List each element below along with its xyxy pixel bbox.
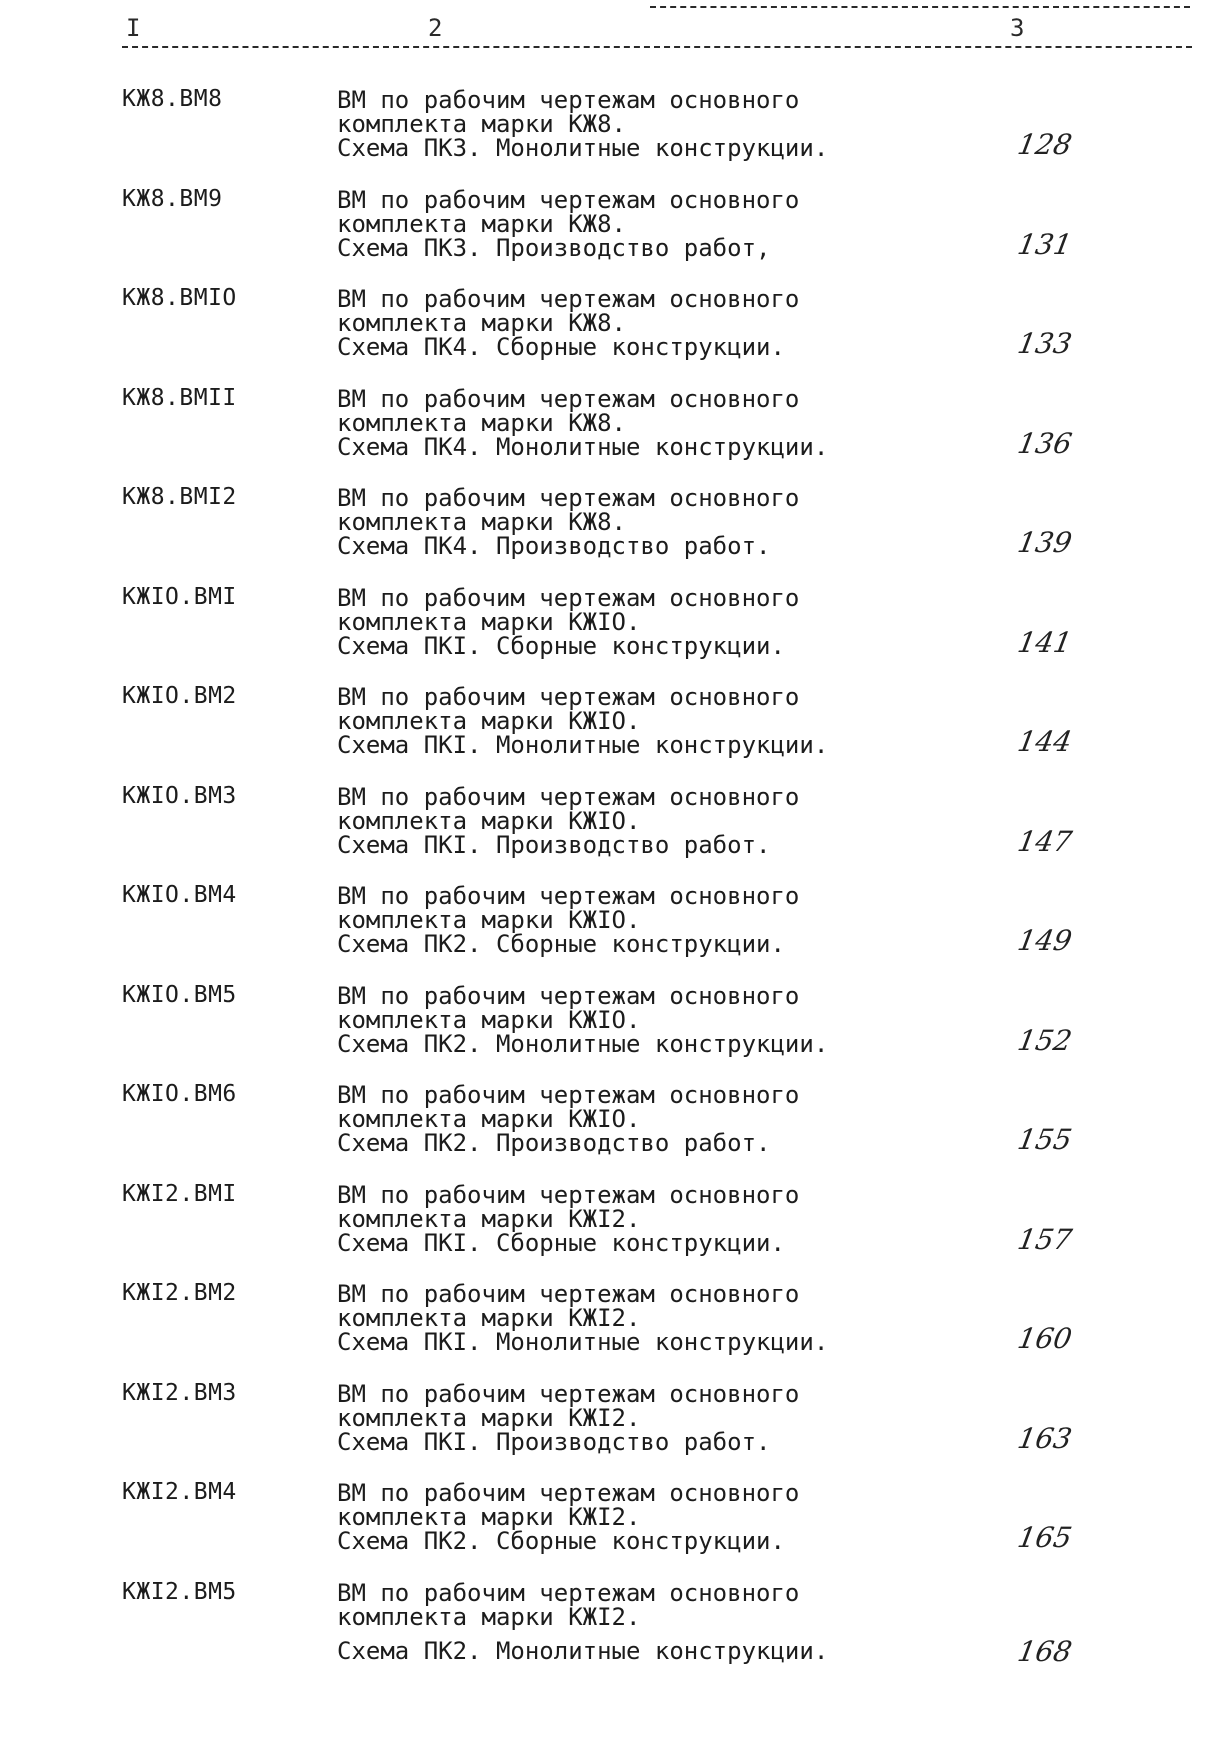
entry-line-2: комплекта марки КЖ8.: [337, 408, 626, 437]
entry-page-number: 152: [1015, 1023, 1075, 1057]
entry-code: КЖIO.ВМ5: [122, 981, 237, 1008]
entry-line-3: Схема ПК2. Производство работ.: [337, 1129, 771, 1157]
entry-description: [337, 486, 799, 558]
entry-line-1: ВМ по рабочим чертежам основного: [337, 484, 800, 512]
entry-page-number: 136: [1015, 426, 1075, 460]
entry-line-3: Схема ПК2. Сборные конструкции.: [337, 1527, 785, 1555]
entry-line-1: ВМ по рабочим чертежам основного: [337, 1578, 800, 1607]
top-dashed-line: [650, 6, 1190, 8]
entry-line-3: Схема ПК4. Производство работ.: [337, 532, 771, 560]
entry-page-number: 155: [1015, 1123, 1075, 1156]
entry-page-number: 168: [1015, 1634, 1075, 1668]
entry-code: КЖI2.ВМ4: [122, 1479, 237, 1505]
entry-line-2: комплекта марки КЖIO.: [337, 1105, 641, 1133]
entry-description: [337, 1180, 800, 1257]
entry-line-3: Схема ПКI. Монолитные конструкции.: [337, 1328, 829, 1356]
entry-description: [337, 185, 800, 262]
entry-code: КЖI2.ВМ3: [122, 1379, 237, 1406]
entry-line-1: ВМ по рабочим чертежам основного: [337, 384, 800, 413]
entry-code: КЖIO.ВМ6: [122, 1081, 237, 1107]
entry-line-1: ВМ по рабочим чертежам основного: [337, 583, 800, 612]
entry-line-3: Схема ПКI. Сборные конструкции.: [337, 631, 785, 660]
list-item: [0, 1181, 1210, 1281]
entry-description: [337, 1083, 799, 1155]
entry-line-3: Схема ПК4. Сборные конструкции.: [337, 333, 785, 361]
entry-code: КЖI2.ВМ5: [122, 1578, 237, 1605]
entry-page-number: 133: [1015, 327, 1075, 360]
entry-line-2: комплекта марки КЖIO.: [337, 1005, 641, 1034]
list-item: [0, 683, 1210, 783]
entry-line-3: Схема ПКI. Сборные конструкции.: [337, 1228, 785, 1257]
entry-page-number: 160: [1015, 1322, 1075, 1355]
entry-line-1: ВМ по рабочим чертежам основного: [337, 1180, 800, 1209]
entry-description: [337, 583, 800, 660]
entry-page-number: 147: [1015, 824, 1075, 858]
entry-line-1: ВМ по рабочим чертежам основного: [337, 185, 800, 214]
list-item: [0, 1579, 1210, 1679]
entry-page-number: 128: [1015, 128, 1075, 161]
list-item: [0, 86, 1210, 186]
entry-line-2: комплекта марки КЖIO.: [337, 707, 641, 735]
entry-line-2: комплекта марки КЖ8.: [337, 209, 626, 238]
entry-line-1: ВМ по рабочим чертежам основного: [337, 86, 800, 114]
entry-line-2: комплекта марки КЖI2.: [337, 1304, 641, 1332]
list-item: [0, 186, 1210, 286]
entry-code: КЖIO.ВМI: [122, 583, 237, 610]
entry-code: КЖIO.ВМ2: [122, 683, 237, 709]
entry-page-number: 165: [1015, 1521, 1075, 1554]
entry-line-1: ВМ по рабочим чертежам основного: [337, 782, 800, 811]
entry-line-2: комплекта марки КЖIO.: [337, 607, 641, 636]
entry-description: [337, 1379, 800, 1456]
entry-description: [337, 88, 828, 160]
entry-line-2: комплекта марки КЖ8.: [337, 309, 626, 337]
entry-line-1: ВМ по рабочим чертежам основного: [337, 285, 800, 313]
entry-code: КЖIO.ВМ4: [122, 882, 237, 908]
list-item: [0, 584, 1210, 684]
entry-line-3: Схема ПК3. Производство работ,: [337, 233, 771, 262]
entry-description: [337, 884, 799, 956]
list-item: [0, 982, 1210, 1082]
list-item: [0, 1479, 1210, 1579]
list-item: [0, 385, 1210, 485]
entry-description: [337, 1282, 828, 1354]
list-item: [0, 882, 1210, 982]
entry-description: [337, 1578, 829, 1665]
entry-line-3: Схема ПКI. Производство работ.: [337, 830, 771, 859]
entry-line-2: комплекта марки КЖIO.: [337, 906, 641, 934]
list-item: [0, 783, 1210, 883]
entry-line-3: Схема ПКI. Производство работ.: [337, 1427, 771, 1456]
entry-line-2: комплекта марки КЖIO.: [337, 806, 641, 835]
entry-line-2: комплекта марки КЖ8.: [337, 110, 626, 138]
entry-line-1: ВМ по рабочим чертежам основного: [337, 1379, 800, 1408]
entry-line-1: ВМ по рабочим чертежам основного: [337, 1081, 800, 1109]
entry-page-number: 131: [1015, 227, 1075, 261]
entry-line-3: Схема ПКI. Монолитные конструкции.: [337, 731, 829, 759]
entry-description: [337, 287, 799, 359]
entry-description: [337, 384, 829, 461]
entry-line-3: Схема ПК2. Монолитные конструкции.: [337, 1636, 829, 1665]
entry-line-2: комплекта марки КЖI2.: [337, 1503, 641, 1531]
entry-code: КЖ8.ВМIO: [122, 285, 237, 311]
column-number-3: 3: [1010, 14, 1025, 42]
entry-line-2: комплекта марки КЖI2.: [337, 1204, 641, 1233]
entry-list: [0, 86, 1210, 1678]
entry-page-number: 163: [1015, 1421, 1075, 1455]
header-dashed-rule: [122, 46, 1192, 48]
entry-page-number: 141: [1015, 625, 1075, 659]
entry-code: КЖ8.ВМ9: [122, 185, 223, 212]
list-item: [0, 484, 1210, 584]
entry-line-2: комплекта марки КЖI2.: [337, 1602, 641, 1631]
entry-line-1: ВМ по рабочим чертежам основного: [337, 683, 800, 711]
entry-description: [337, 981, 829, 1058]
entry-page-number: 157: [1015, 1222, 1075, 1256]
entry-line-3: Схема ПК4. Монолитные конструкции.: [337, 432, 829, 461]
list-item: [0, 1280, 1210, 1380]
entry-line-1: ВМ по рабочим чертежам основного: [337, 1280, 800, 1308]
entry-page-number: 144: [1015, 725, 1075, 758]
list-item: [0, 285, 1210, 385]
entry-code: КЖI2.ВМI: [122, 1180, 237, 1207]
entry-code: КЖIO.ВМ3: [122, 782, 237, 809]
column-number-1: I: [126, 14, 141, 42]
entry-code: КЖ8.ВМI2: [122, 484, 237, 510]
entry-line-3: Схема ПК2. Монолитные конструкции.: [337, 1029, 829, 1058]
column-number-2: 2: [428, 14, 443, 42]
list-item: [0, 1081, 1210, 1181]
entry-line-2: комплекта марки КЖ8.: [337, 508, 626, 536]
entry-description: [337, 1481, 799, 1553]
entry-line-2: комплекта марки КЖI2.: [337, 1403, 641, 1432]
entry-line-1: ВМ по рабочим чертежам основного: [337, 882, 800, 910]
entry-code: КЖ8.ВМ8: [122, 86, 223, 112]
entry-description: [337, 685, 828, 757]
entry-description: [337, 782, 800, 859]
entry-code: КЖ8.ВМII: [122, 384, 237, 411]
entry-line-3: Схема ПК3. Монолитные конструкции.: [337, 134, 829, 162]
list-item: [0, 1380, 1210, 1480]
entry-line-1: ВМ по рабочим чертежам основного: [337, 1479, 800, 1507]
entry-line-3: Схема ПК2. Сборные конструкции.: [337, 930, 785, 958]
entry-code: КЖI2.ВМ2: [122, 1280, 237, 1306]
entry-line-1: ВМ по рабочим чертежам основного: [337, 981, 800, 1010]
entry-page-number: 139: [1015, 526, 1075, 559]
entry-page-number: 149: [1015, 924, 1075, 957]
